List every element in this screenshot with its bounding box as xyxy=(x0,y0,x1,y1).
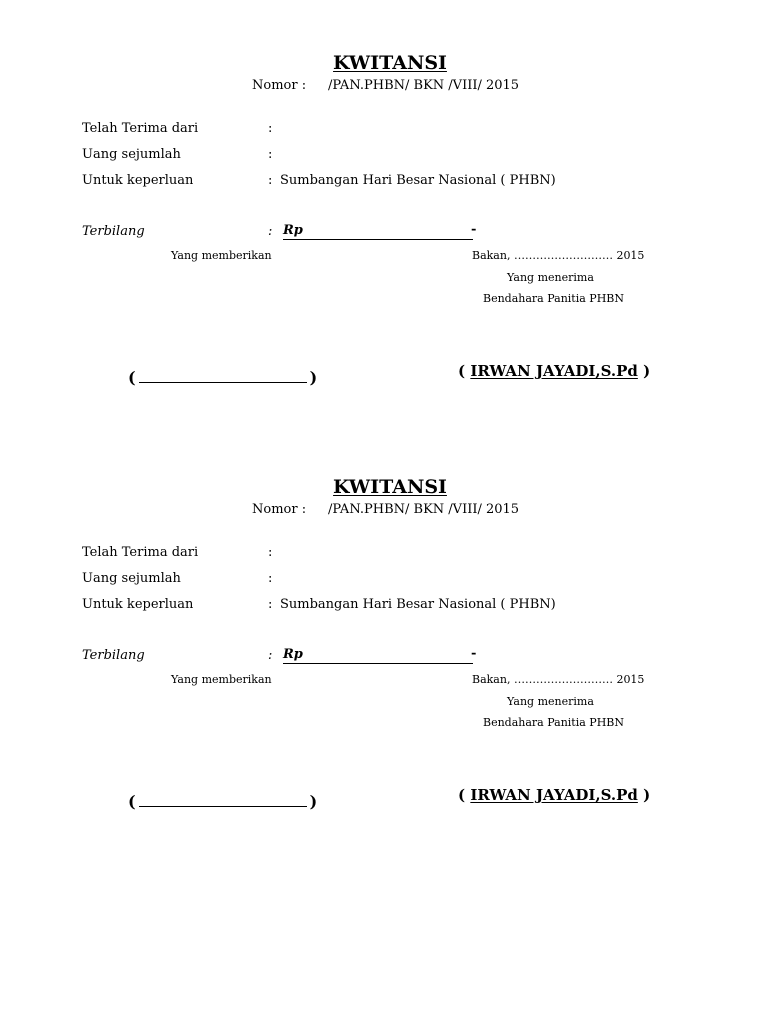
receiver-signature-name xyxy=(458,362,650,380)
received-from-label: Telah Terima dari xyxy=(82,545,199,560)
terbilang-label: Terbilang xyxy=(82,224,145,239)
amount-label: Uang sejumlah xyxy=(82,571,181,586)
receipt-title: KWITANSI xyxy=(333,476,447,498)
purpose-label: Untuk keperluan xyxy=(82,597,194,612)
received-from-colon: : xyxy=(268,545,273,560)
amount-colon: : xyxy=(268,571,273,586)
nomor-value: /PAN.PHBN/ BKN /VIII/ 2015 xyxy=(328,78,520,93)
terbilang-label: Terbilang xyxy=(82,648,145,663)
receipt-1 xyxy=(0,0,768,424)
giver-label: Yang memberikan xyxy=(171,673,272,686)
treasurer-label: Bendahara Panitia PHBN xyxy=(483,716,624,729)
sig-close-paren: ) xyxy=(309,368,318,387)
rp-amount-line: Rp xyxy=(283,648,473,664)
nomor-label: Nomor : xyxy=(252,502,307,517)
receipt-2 xyxy=(0,424,768,848)
received-from-label: Telah Terima dari xyxy=(82,121,199,136)
received-from-colon: : xyxy=(268,121,273,136)
amount-colon: : xyxy=(268,147,273,162)
receiver-open-paren: ( xyxy=(458,786,466,804)
place-date: Bakan, ……………………… 2015 xyxy=(472,249,645,262)
receiver-close-paren: ) xyxy=(643,362,651,380)
amount-label: Uang sejumlah xyxy=(82,147,181,162)
rp-dash: - xyxy=(471,222,477,237)
receiver-open-paren: ( xyxy=(458,362,466,380)
sig-open-paren: ( xyxy=(128,792,136,811)
purpose-value: Sumbangan Hari Besar Nasional ( PHBN) xyxy=(280,597,556,612)
rp-dash: - xyxy=(471,646,477,661)
nomor-label: Nomor : xyxy=(252,78,307,93)
sig-close-paren: ) xyxy=(309,792,318,811)
giver-signature-line xyxy=(128,368,317,387)
giver-signature-line xyxy=(128,792,317,811)
purpose-value: Sumbangan Hari Besar Nasional ( PHBN) xyxy=(280,173,556,188)
treasurer-label: Bendahara Panitia PHBN xyxy=(483,292,624,305)
place-date: Bakan, ……………………… 2015 xyxy=(472,673,645,686)
purpose-label: Untuk keperluan xyxy=(82,173,194,188)
purpose-colon: : xyxy=(268,597,273,612)
receipt-title: KWITANSI xyxy=(333,52,447,74)
receiver-label: Yang menerima xyxy=(507,271,594,284)
nomor-value: /PAN.PHBN/ BKN /VIII/ 2015 xyxy=(328,502,520,517)
giver-label: Yang memberikan xyxy=(171,249,272,262)
receiver-signature-name xyxy=(458,786,650,804)
terbilang-colon: : xyxy=(268,648,273,663)
purpose-colon: : xyxy=(268,173,273,188)
terbilang-colon: : xyxy=(268,224,273,239)
rp-amount-line: Rp xyxy=(283,224,473,240)
sig-open-paren: ( xyxy=(128,368,136,387)
receiver-name: IRWAN JAYADI,S.Pd xyxy=(470,786,638,804)
signature-blank xyxy=(139,368,307,383)
receiver-close-paren: ) xyxy=(643,786,651,804)
signature-blank xyxy=(139,792,307,807)
receiver-label: Yang menerima xyxy=(507,695,594,708)
receiver-name: IRWAN JAYADI,S.Pd xyxy=(470,362,638,380)
